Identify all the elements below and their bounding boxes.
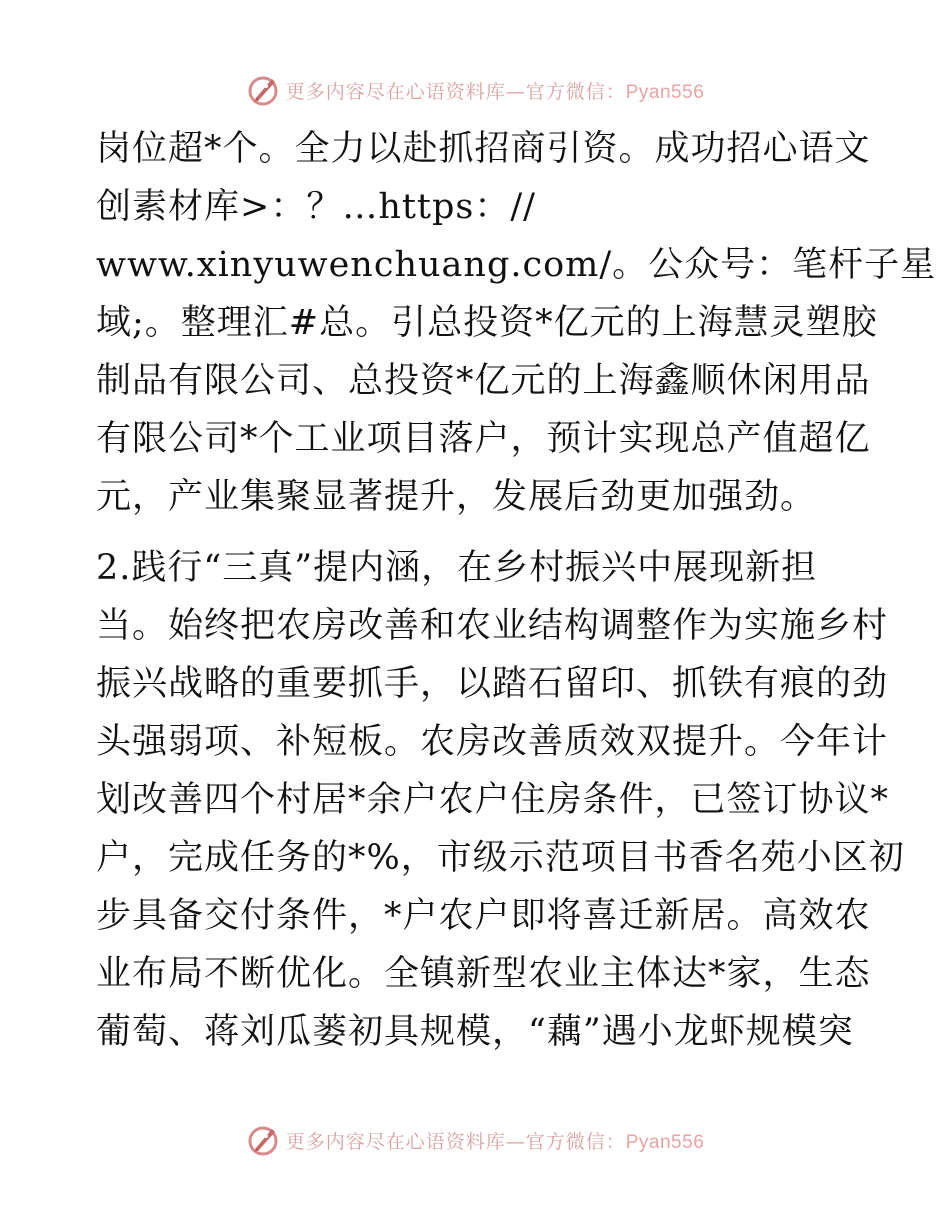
paragraph-2: [96, 539, 905, 1061]
footer-wechat-id: Pyan556: [625, 1131, 705, 1153]
body-line: 振兴战略的重要抓手，以踏石留印、抓铁有痕的劲: [96, 664, 889, 704]
body-line: 岗位超*个。全力以赴抓招商引资。成功招心语文: [96, 129, 871, 169]
footer-banner-content: [246, 1123, 705, 1157]
header-banner: [0, 70, 950, 110]
body-line: 元，产业集聚显著提升，发展后劲更加强劲。: [96, 477, 817, 517]
header-banner-text: [286, 77, 705, 104]
quill-logo-icon: [246, 1123, 280, 1157]
body-line: 业布局不断优化。全镇新型农业主体达*家，生态: [96, 954, 871, 994]
body-line: 步具备交付条件，*户农户即将喜迁新居。高效农: [96, 896, 871, 936]
body-line: 当。始终把农房改善和农业结构调整作为实施乡村: [96, 606, 889, 646]
body-line: 葡萄、蒋刘瓜蒌初具规模，“藕”遇小龙虾规模突: [96, 1012, 854, 1052]
paragraph-1: [96, 120, 937, 526]
footer-banner-label: 更多内容尽在心语资料库—官方微信：: [285, 1130, 626, 1153]
footer-banner: [0, 1120, 950, 1160]
footer-banner-text: [286, 1127, 705, 1154]
document-body: [96, 120, 937, 1061]
body-line: 2.践行“三真”提内涵，在乡村振兴中展现新担: [96, 548, 818, 588]
header-wechat-id: Pyan556: [625, 81, 705, 103]
body-line: 创素材库>：？…https：//: [96, 187, 536, 227]
body-line: 头强弱项、补短板。农房改善质效双提升。今年计: [96, 722, 889, 762]
body-line: 划改善四个村居*余户农户住房条件，已签订协议*: [96, 780, 890, 820]
body-line: www.xinyuwenchuang.com/。公众号：笔杆子星: [96, 245, 937, 285]
header-banner-content: [246, 73, 705, 107]
body-line: 域;。整理汇#总。引总投资*亿元的上海慧灵塑胶: [96, 303, 878, 343]
quill-logo-icon: [246, 73, 280, 107]
body-line: 有限公司*个工业项目落户，预计实现总产值超亿: [96, 419, 871, 459]
body-line: 制品有限公司、总投资*亿元的上海鑫顺休闲用品: [96, 361, 871, 401]
header-banner-label: 更多内容尽在心语资料库—官方微信：: [285, 80, 626, 103]
body-line: 户，完成任务的*%，市级示范项目书香名苑小区初: [96, 838, 905, 878]
